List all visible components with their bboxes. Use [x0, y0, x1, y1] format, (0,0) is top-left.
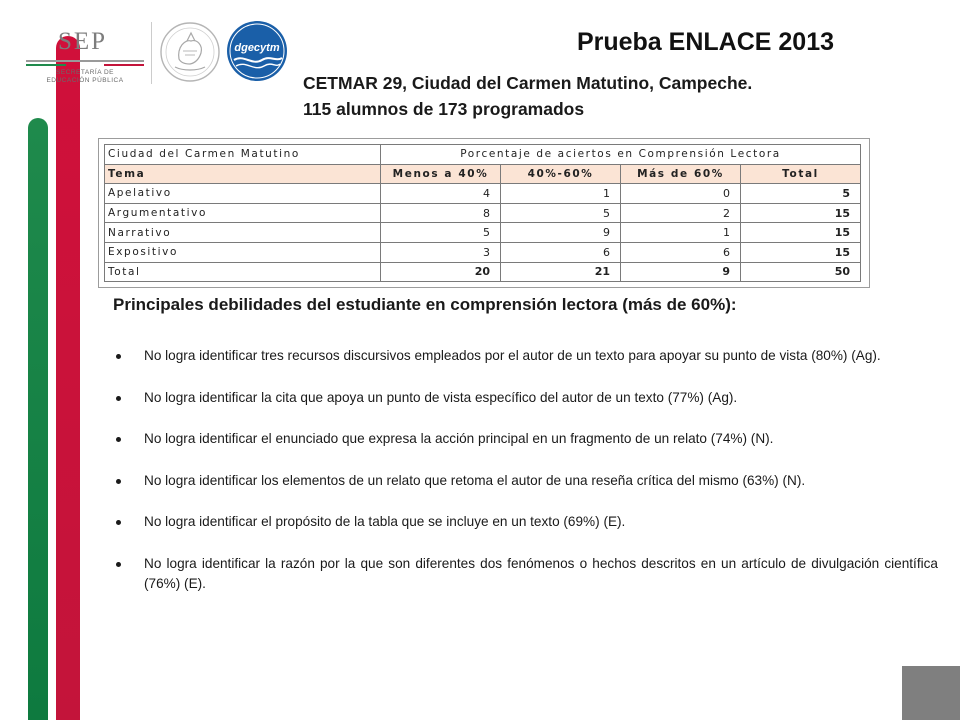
list-item-text: No logra identificar la cita que apoya un punto de vista específico del autor de un texto (77%) (Ag).	[144, 389, 738, 405]
bullet-icon	[116, 354, 121, 359]
list-item	[114, 346, 938, 367]
row-menos-40-cell: 4	[381, 184, 501, 204]
subtitle-students-line: 115 alumnos de 173 programados	[303, 99, 585, 119]
column-header-mas-60: Más de 60%	[621, 164, 741, 184]
row-total-cell: 15	[741, 242, 861, 262]
subtitle-school-line: CETMAR 29, Ciudad del Carmen Matutino, Campeche.	[303, 73, 753, 93]
page-title: Prueba ENLACE 2013	[576, 28, 834, 56]
row-mas-60-cell: 6	[621, 242, 741, 262]
row-mas-60-cell: 1	[621, 223, 741, 243]
list-item	[114, 388, 938, 409]
row-total-cell: 5	[741, 184, 861, 204]
bullet-icon	[116, 479, 121, 484]
column-header-menos-40: Menos a 40%	[381, 164, 501, 184]
row-total-cell: 15	[741, 203, 861, 223]
total-total-cell: 50	[741, 262, 861, 282]
list-item-text: No logra identificar el propósito de la tabla que se incluye en un texto (69%) (E).	[144, 514, 626, 529]
green-ribbon-decoration	[28, 118, 48, 720]
dgecytm-logo-text: dgecytm	[234, 42, 280, 54]
list-item-text: No logra identificar la razón por la que son diferentes dos fenómenos o hechos descritos en un artículo de divulgación científica (76%) (E).	[144, 555, 938, 591]
row-40-60-cell: 9	[501, 223, 621, 243]
row-tema-cell: Expositivo	[105, 242, 381, 262]
row-mas-60-cell: 0	[621, 184, 741, 204]
sep-logo-rule	[26, 60, 144, 62]
table-total-row	[105, 262, 861, 282]
row-menos-40-cell: 3	[381, 242, 501, 262]
bullet-icon	[116, 520, 121, 525]
row-40-60-cell: 1	[501, 184, 621, 204]
page-subtitle	[303, 70, 752, 122]
list-item-text: No logra identificar los elementos de un relato que retoma el autor de una reseña crítica del mismo (63%) (N).	[144, 472, 806, 488]
bullet-icon	[116, 396, 121, 401]
red-ribbon-decoration	[56, 36, 80, 720]
list-item	[114, 471, 938, 492]
bullet-icon	[116, 562, 121, 567]
list-item	[114, 429, 938, 450]
row-mas-60-cell: 2	[621, 203, 741, 223]
table-header-row	[105, 164, 861, 184]
row-tema-cell: Argumentativo	[105, 203, 381, 223]
sep-logo-line1: SECRETARÍA DE	[55, 69, 115, 76]
list-item-text: No logra identificar tres recursos discursivos empleados por el autor de un texto para apoyar su punto de vista (80%) (Ag).	[144, 348, 881, 363]
results-table	[104, 144, 861, 282]
total-menos-40-cell: 20	[381, 262, 501, 282]
bullet-icon	[116, 437, 121, 442]
column-header-total: Total	[741, 164, 861, 184]
total-mas-60-cell: 9	[621, 262, 741, 282]
weaknesses-heading: Principales debilidades del estudiante en comprensión lectora (más de 60%):	[113, 295, 737, 314]
row-total-cell: 15	[741, 223, 861, 243]
corner-block-decoration	[902, 666, 960, 720]
total-label-cell: Total	[105, 262, 381, 282]
sep-logo-word: SEP	[58, 28, 108, 55]
table-row	[105, 223, 861, 243]
row-tema-cell: Narrativo	[105, 223, 381, 243]
logo-divider	[151, 22, 152, 84]
table-school-cell: Ciudad del Carmen Matutino	[105, 145, 381, 165]
table-row	[105, 203, 861, 223]
column-header-tema: Tema	[105, 164, 381, 184]
table-row	[105, 184, 861, 204]
sep-logo-red-rule	[104, 64, 144, 66]
list-item-text: No logra identificar el enunciado que expresa la acción principal en un fragmento de un relato (74%) (N).	[144, 431, 774, 446]
row-40-60-cell: 5	[501, 203, 621, 223]
list-item	[114, 554, 938, 595]
dgecytm-logo	[226, 20, 288, 82]
row-40-60-cell: 6	[501, 242, 621, 262]
list-item	[114, 512, 938, 533]
row-menos-40-cell: 5	[381, 223, 501, 243]
sep-logo-green-rule	[26, 64, 66, 66]
table-title-row	[105, 145, 861, 165]
mexican-eagle-seal-icon	[157, 17, 223, 87]
row-menos-40-cell: 8	[381, 203, 501, 223]
table-group-header: Porcentaje de aciertos en Comprensión Lectora	[381, 145, 861, 165]
total-40-60-cell: 21	[501, 262, 621, 282]
sep-logo-line2: EDUCACIÓN PÚBLICA	[46, 77, 124, 84]
weaknesses-list	[114, 346, 938, 595]
sep-logo-subtitle	[24, 69, 146, 85]
table-row	[105, 242, 861, 262]
row-tema-cell: Apelativo	[105, 184, 381, 204]
column-header-40-60: 40%-60%	[501, 164, 621, 184]
sep-logo	[18, 20, 150, 86]
